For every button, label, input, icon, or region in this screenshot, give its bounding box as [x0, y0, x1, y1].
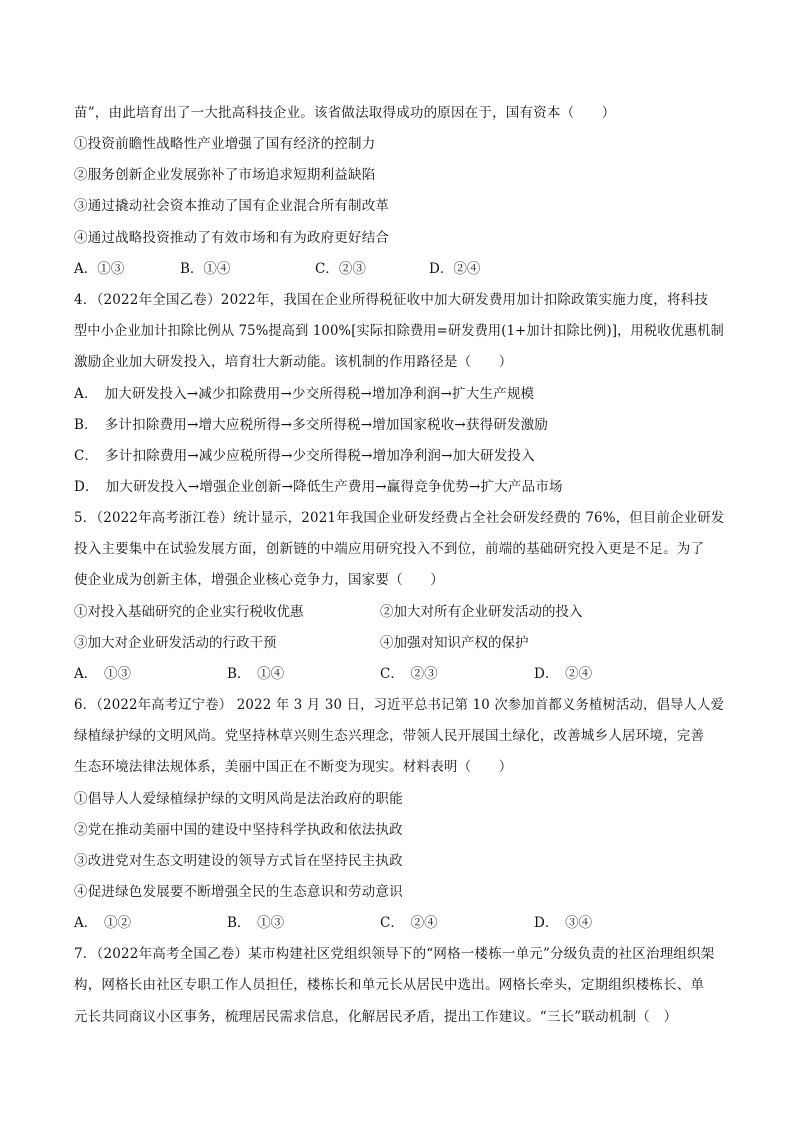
q6-option-d: D． ③④ [534, 915, 593, 931]
q5-option-d: D． ②④ [534, 666, 593, 682]
q3-stem-tail: 苗”，由此培育出了一大批高科技企业。该省做法取得成功的原因在于，国有资本（ ） [74, 105, 616, 121]
q4-stem-line-2: 型中小企业加计扣除比例从 75%提高到 100%[实际扣除费用=研发费用(1+加计扣除比例)]，用税收优惠机制 [74, 323, 724, 339]
q4-option-d: D． 加大研发投入→增强企业创新→降低生产费用→赢得竞争优势→扩大产品市场 [74, 479, 563, 495]
q5-statement-3: ③加大对企业研发活动的行政干预 [74, 635, 277, 651]
q4-option-c: C． 多计扣除费用→减少应税所得→少交所得税→增加净利润→加大研发投入 [74, 448, 535, 464]
q7-stem-line-2: 构，网格长由社区专职工作人员担任，楼栋长和单元长从居民中选出。网格长牵头，定期组织楼栋长、单 [74, 977, 705, 993]
q5-stem-line-2: 投入主要集中在试验发展方面，创新链的中端应用研究投入不到位，前端的基础研究投入更是不足。为了 [74, 541, 705, 557]
q6-statement-4: ④促进绿色发展要不断增强全民的生态意识和劳动意识 [74, 884, 403, 900]
q6-stem-line-3: 生态环境法律法规体系，美丽中国正在不断变为现实。材料表明（ ） [74, 759, 513, 775]
q3-option-a: A．①③ [74, 261, 125, 277]
q6-option-a: A． ①② [74, 915, 131, 931]
q6-stem-line-2: 绿植绿护绿的文明风尚。党坚持林草兴则生态兴理念，带领人民开展国土绿化，改善城乡人居环境，完善 [74, 728, 705, 744]
q6-option-b: B． ①③ [227, 915, 285, 931]
q5-statement-4: ④加强对知识产权的保护 [380, 635, 529, 651]
q6-statement-2: ②党在推动美丽中国的建设中坚持科学执政和依法执政 [74, 822, 403, 838]
q7-stem-line-1: 7．（2022年高考全国乙卷）某市构建社区党组织领导下的“网格一楼栋一单元”分级负责的社区治理组织架 [74, 946, 715, 962]
q4-stem-line-1: 4．（2022年全国乙卷）2022年，我国在企业所得税征收中加大研发费用加计扣除政策实施力度，将科技 [74, 292, 709, 308]
q4-stem-line-3: 激励企业加大研发投入，培育壮大新动能。该机制的作用路径是（ ） [74, 354, 513, 370]
q5-statement-2: ②加大对所有企业研发活动的投入 [380, 604, 583, 620]
q3-option-b: B．①④ [180, 261, 231, 277]
q3-statement-3: ③通过撬动社会资本推动了国有企业混合所有制改革 [74, 198, 390, 214]
q6-statement-3: ③改进党对生态文明建设的领导方式旨在坚持民主执政 [74, 853, 403, 869]
q5-statement-1: ①对投入基础研究的企业实行税收优惠 [74, 604, 304, 620]
q3-statement-1: ①投资前瞻性战略性产业增强了国有经济的控制力 [74, 136, 376, 152]
q6-statement-1: ①倡导人人爱绿植绿护绿的文明风尚是法治政府的职能 [74, 791, 403, 807]
q3-option-c: C．②③ [315, 261, 366, 277]
q3-statement-2: ②服务创新企业发展弥补了市场追求短期利益缺陷 [74, 167, 376, 183]
q6-option-c: C． ②④ [380, 915, 438, 931]
q5-stem-line-1: 5．（2022年高考浙江卷）统计显示，2021年我国企业研发经费占全社会研发经费的 76%，但目前企业研发 [74, 510, 725, 526]
q5-stem-line-3: 使企业成为创新主体，增强企业核心竞争力，国家要（ ） [74, 572, 444, 588]
q4-option-a: A． 加大研发投入→减少扣除费用→少交所得税→增加净利润→扩大生产规模 [74, 386, 535, 402]
q5-option-b: B． ①④ [227, 666, 285, 682]
q6-stem-line-1: 6．（2022年高考辽宁卷） 2022 年 3 月 30 日，习近平总书记第 10 次参加首都义务植树活动，倡导人人爱 [74, 697, 725, 713]
q7-stem-line-3: 元长共同商议小区事务，梳理居民需求信息，化解居民矛盾，提出工作建议。“三长”联动机制（ ） [74, 1009, 678, 1025]
q5-option-a: A． ①③ [74, 666, 131, 682]
q4-option-b: B． 多计扣除费用→增大应税所得→多交所得税→增加国家税收→获得研发激励 [74, 417, 549, 433]
q3-option-d: D．②④ [429, 261, 481, 277]
q3-statement-4: ④通过战略投资推动了有效市场和有为政府更好结合 [74, 230, 390, 246]
q5-option-c: C． ②③ [380, 666, 438, 682]
